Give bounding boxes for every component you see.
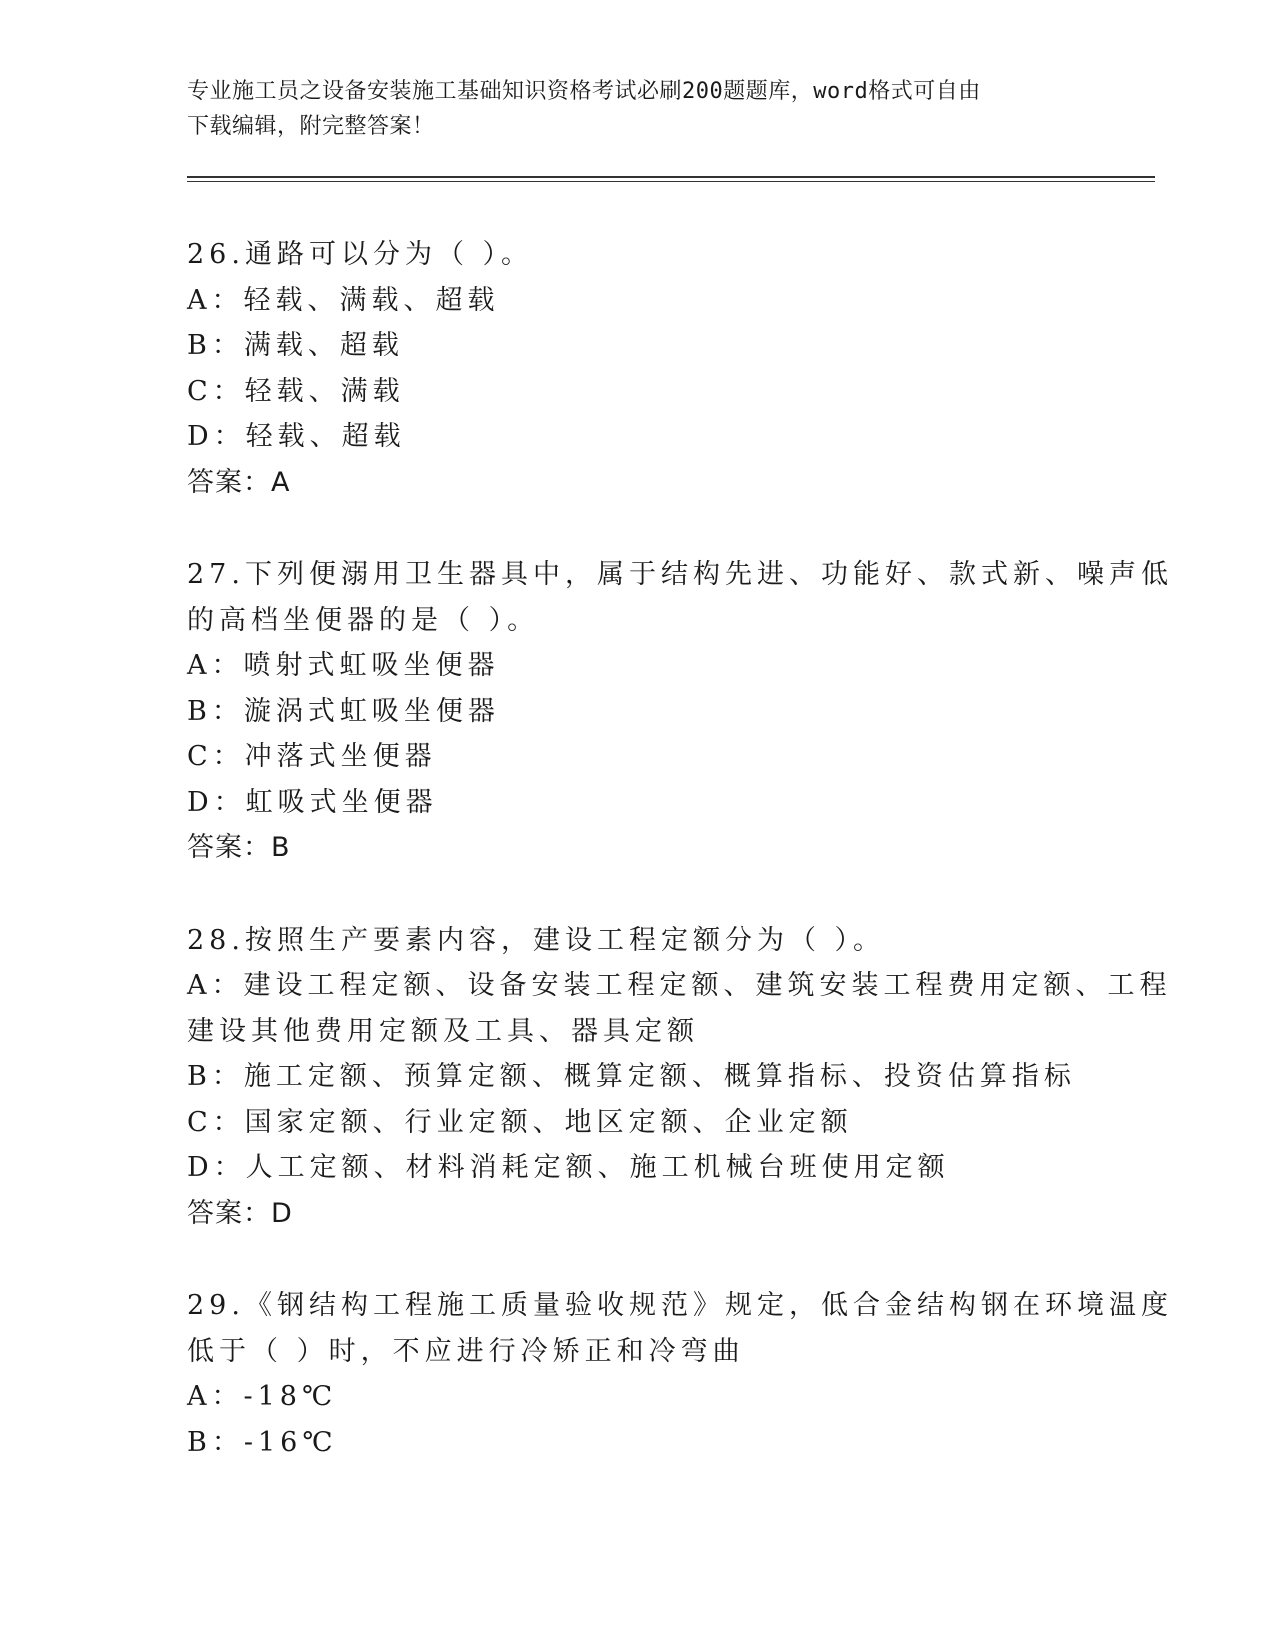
option-b: B：满载、超载	[187, 330, 404, 361]
document-header	[187, 74, 1087, 144]
question-stem-continued: 低于（ ）时，不应进行冷矫正和冷弯曲	[187, 1335, 745, 1367]
option-d: D：人工定额、材料消耗定额、施工机械台班使用定额	[187, 1152, 950, 1183]
answer: 答案：B	[187, 832, 291, 863]
question-27	[187, 552, 1173, 871]
question-stem: 28.按照生产要素内容，建设工程定额分为（ ）。	[187, 924, 886, 956]
option-d: D：虹吸式坐便器	[187, 786, 438, 818]
question-26	[187, 232, 1087, 505]
option-a-continued: 建设其他费用定额及工具、器具定额	[187, 1015, 699, 1047]
question-stem-continued: 的高档坐便器的是（ ）。	[187, 604, 540, 636]
answer: 答案：A	[187, 466, 291, 498]
option-a: A：喷射式虹吸坐便器	[187, 650, 500, 681]
option-c: C：国家定额、行业定额、地区定额、企业定额	[187, 1106, 853, 1138]
question-stem: 29.《钢结构工程施工质量验收规范》规定，低合金结构钢在环境温度	[187, 1290, 1173, 1321]
option-a: A：轻载、满载、超载	[187, 284, 500, 316]
question-list	[187, 232, 1173, 1512]
option-c: C：冲落式坐便器	[187, 741, 437, 772]
option-b: B：漩涡式虹吸坐便器	[187, 695, 500, 727]
header-line-2: 下载编辑，附完整答案！	[187, 114, 435, 139]
option-d: D：轻载、超载	[187, 421, 406, 452]
option-c: C：轻载、满载	[187, 375, 405, 407]
option-a: A：建设工程定额、设备安装工程定额、建筑安装工程费用定额、工程	[187, 970, 1172, 1001]
header-divider	[187, 176, 1155, 182]
question-stem: 26.通路可以分为（ ）。	[187, 239, 534, 270]
question-28	[187, 918, 1172, 1237]
answer: 答案：D	[187, 1197, 293, 1229]
option-a: A：-18℃	[187, 1381, 338, 1412]
question-stem: 27.下列便溺用卫生器具中，属于结构先进、功能好、款式新、噪声低	[187, 559, 1173, 590]
option-b: B：施工定额、预算定额、概算定额、概算指标、投资估算指标	[187, 1061, 1076, 1092]
option-b: B：-16℃	[187, 1426, 338, 1458]
header-line-1: 专业施工员之设备安装施工基础知识资格考试必刷200题题库，word格式可自由	[187, 79, 981, 104]
question-29	[187, 1283, 1173, 1465]
